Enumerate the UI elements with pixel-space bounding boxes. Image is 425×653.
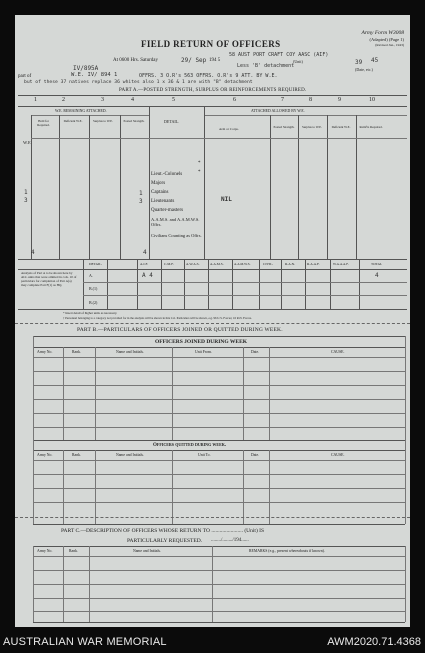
- typed-note: but of these 37 natives replace 36 whites also 1 x 36 & 1 are with "B" detachment: [24, 80, 253, 85]
- analysis-header: A.I.F.: [140, 262, 148, 266]
- col-header-deficient-we: Deficient W.E.: [331, 125, 351, 129]
- part-c-col: REMARKS (e.g., present whereabouts if known).: [249, 549, 325, 553]
- year-line: 194 5: [209, 58, 221, 63]
- form-title: FIELD RETURN OF OFFICERS: [141, 39, 281, 49]
- analysis-header: DETAIL.: [89, 262, 103, 266]
- typed-detachment: Less 'B' detachment: [237, 63, 295, 69]
- col-number: 2: [62, 97, 65, 103]
- analysis-header: CIVIL.: [263, 262, 274, 266]
- detail-header: DETAIL.: [164, 119, 180, 124]
- part-c-date-blank: ......../......../194......: [211, 538, 249, 543]
- quitted-col: Army No.: [37, 453, 53, 457]
- part-of-label: part of: [18, 74, 32, 79]
- we-side-label: W.E.: [23, 140, 32, 145]
- part-c-title-2: PARTICULARLY REQUESTED.: [127, 538, 203, 544]
- col-number: 3: [101, 97, 104, 103]
- joined-col: Army No.: [37, 350, 53, 354]
- typed-nil: NIL: [221, 196, 232, 203]
- quitted-col: CAUSE.: [331, 453, 345, 457]
- col-number: 7: [281, 97, 284, 103]
- typed-date: 29/ Sep: [181, 57, 207, 64]
- joined-col: Rank.: [72, 350, 81, 354]
- col-number: 4: [131, 97, 134, 103]
- typed-we: W.E. IV/ 894 1: [71, 72, 118, 78]
- typed-analysis-aif: A 4: [142, 272, 153, 279]
- detail-row: Quarter-masters: [151, 208, 184, 213]
- joined-title: OFFICERS JOINED DURING WEEK: [155, 339, 248, 345]
- col-number: 1: [34, 97, 37, 103]
- analysis-header: TOTAL: [371, 262, 383, 266]
- we-remaining-header: W.E. REMAINING ATTACHED.: [55, 109, 107, 113]
- unit-label: (Unit): [293, 59, 303, 64]
- typed-col1-captains: 1: [24, 189, 28, 196]
- footer-accession-number: AWM2020.71.4368: [327, 636, 421, 648]
- col-number: 5: [172, 97, 175, 103]
- typed-col4-captains: 1: [139, 190, 143, 197]
- typed-total-col4: 4: [143, 249, 147, 256]
- col-number: 8: [309, 97, 312, 103]
- offrs-line: OFFRS. 3 O.R's 563 OFFRS. O.R's 9 ATT. BY W.E.: [139, 73, 278, 79]
- form-reference-3: (Revised Jan., 1943): [375, 43, 404, 47]
- analysis-row-label: B.(2): [89, 300, 98, 305]
- part-c-col: Army No.: [37, 549, 53, 553]
- col-number: 9: [338, 97, 341, 103]
- quitted-col: Unit To.: [198, 453, 211, 457]
- detail-row: Lieutenants: [151, 199, 175, 204]
- detail-row: Majors: [151, 181, 166, 186]
- attached-allowed-header: ATTACHED ALLOWED BY W.E.: [251, 109, 305, 113]
- col-header-surplus-we: Surplus to W.E.: [301, 125, 322, 129]
- part-c-col: Rank.: [69, 549, 78, 553]
- typed-unit-number: 39: [355, 59, 363, 66]
- analysis-row-label: B.(1): [89, 286, 98, 291]
- form-reference: Army Form W3008: [361, 30, 404, 36]
- joined-col: Unit From.: [195, 350, 212, 354]
- analysis-header: A.A.M.S.: [210, 262, 224, 266]
- joined-col: Date.: [251, 350, 260, 354]
- form-reference-2: (Adapted) (Page 1): [369, 37, 404, 42]
- analysis-header: W.A.A.A.F.: [333, 262, 349, 266]
- quitted-col: Date.: [251, 453, 260, 457]
- analysis-header: R.A.A.F.: [307, 262, 320, 266]
- analysis-row-label: A.: [89, 273, 93, 278]
- joined-col: CAUSE.: [331, 350, 345, 354]
- detail-row: Civilians Counting as Offrs.: [151, 233, 202, 238]
- at-hours-line: At 0600 Hrs. Saturday: [113, 58, 158, 63]
- col-number: 6: [233, 97, 236, 103]
- analysis-header: A.W.A.S.: [186, 262, 200, 266]
- part-b-title: PART B.—PARTICULARS OF OFFICERS JOINED OR QUITTED DURING WEEK.: [77, 327, 283, 333]
- col-header-held: Held for Required.: [37, 119, 50, 127]
- col-header-deficient: Deficient W.E.: [63, 119, 83, 123]
- archive-footer: [0, 632, 425, 653]
- asterisk-mark: *: [198, 170, 201, 175]
- analysis-note: Analysis of Part A to be shown here by ALL units that were omitted in cols. 10 of particulars for completion of Part A(a) may complete Part F(1) as HQ.: [21, 271, 77, 287]
- analysis-header: R.A.N.: [285, 262, 296, 266]
- col-number: 10: [369, 97, 375, 103]
- analysis-header: C.M.F.: [164, 262, 174, 266]
- date-label: (Date, etc.): [355, 67, 373, 72]
- footnote-2: † Personnel belonging to a category not provided for in the analysis will be shown in this Col. Particulars will be shown, e.g. 96 U.S. Forces; 16 R.N. Forces.: [63, 316, 252, 320]
- col-header-posted-strength: Posted Strength.: [273, 125, 295, 129]
- col-header-reinforcements: Reinf'ts Required.: [359, 125, 383, 129]
- typed-analysis-total: 4: [375, 272, 379, 279]
- quitted-title: Officers quitted during week.: [153, 443, 227, 448]
- form-page: [15, 15, 410, 627]
- typed-total-left: 4: [31, 249, 35, 256]
- asterisk-mark: *: [198, 161, 201, 166]
- typed-unit-number-suffix: 45: [371, 57, 379, 64]
- quitted-col: Name and Initials.: [116, 453, 144, 457]
- detail-row: A.A.M.S. and A.A.M.W.S. Offrs.: [151, 217, 200, 227]
- part-c-col: Name and Initials.: [133, 549, 161, 553]
- typed-col1-lieutenants: 3: [24, 197, 28, 204]
- quitted-col: Rank.: [72, 453, 81, 457]
- footnote-1: * Insert detail of higher units as necessary.: [63, 311, 118, 315]
- detail-row: Captains: [151, 190, 169, 195]
- part-a-title: PART A.—POSTED STRENGTH, SURPLUS OR REINFORCEMENTS REQUIRED.: [119, 88, 307, 93]
- typed-col4-lieutenants: 3: [139, 198, 143, 205]
- typed-unit-name: 58 AUST PORT CRAFT COY AASC (AIF): [229, 52, 329, 58]
- detail-row: Lieut.-Colonels: [151, 172, 183, 177]
- col-header-arm: Arm or Corps.: [219, 127, 239, 131]
- joined-col: Name and Initials.: [116, 350, 144, 354]
- part-c-title: PART C.—DESCRIPTION OF OFFICERS WHOSE RETURN TO ....................... (Unit) IS: [61, 528, 265, 534]
- typed-unit-code: IV/895A: [73, 65, 99, 72]
- footer-institution: AUSTRALIAN WAR MEMORIAL: [3, 636, 167, 648]
- analysis-header: A.A.M.W.S.: [234, 262, 251, 266]
- col-header-surplus: Surplus to W.E.: [92, 119, 113, 123]
- col-header-posted: Posted Strength.: [123, 119, 145, 123]
